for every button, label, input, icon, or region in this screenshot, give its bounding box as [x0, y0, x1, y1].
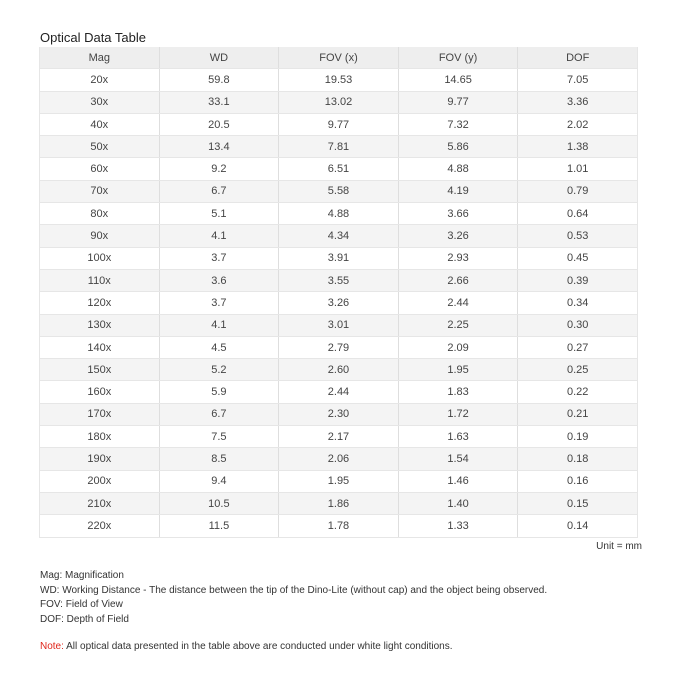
- table-cell-wd: 11.5: [159, 515, 279, 537]
- table-cell-wd: 5.1: [159, 203, 279, 225]
- table-cell-mag: 190x: [40, 448, 160, 470]
- table-cell-wd: 4.1: [159, 225, 279, 247]
- legend: [40, 569, 547, 627]
- table-cell-fov-y: 1.72: [398, 403, 518, 425]
- column-header-mag: Mag: [40, 47, 160, 69]
- table-cell-wd: 7.5: [159, 426, 279, 448]
- table-cell-mag: 20x: [40, 69, 160, 91]
- table-row: [40, 359, 638, 381]
- table-cell-wd: 4.1: [159, 314, 279, 336]
- column-header-wd: WD: [159, 47, 279, 69]
- table-cell-dof: 0.34: [518, 292, 638, 314]
- note-text: All optical data presented in the table above are conducted under white light conditions.: [63, 641, 453, 652]
- table-cell-fov-y: 14.65: [398, 69, 518, 91]
- page-title: Optical Data Table: [40, 30, 146, 45]
- table-row: [40, 158, 638, 180]
- table-cell-fov-x: 1.78: [279, 515, 399, 537]
- table-cell-fov-y: 1.95: [398, 359, 518, 381]
- table-cell-dof: 0.14: [518, 515, 638, 537]
- table-cell-mag: 200x: [40, 470, 160, 492]
- table-cell-fov-y: 2.09: [398, 336, 518, 358]
- table-row: [40, 292, 638, 314]
- table-cell-fov-x: 6.51: [279, 158, 399, 180]
- table-cell-fov-y: 1.46: [398, 470, 518, 492]
- table-cell-fov-x: 4.88: [279, 203, 399, 225]
- table-row: [40, 203, 638, 225]
- table-row: [40, 247, 638, 269]
- table-cell-fov-x: 3.01: [279, 314, 399, 336]
- table-cell-fov-y: 1.33: [398, 515, 518, 537]
- table-cell-dof: 7.05: [518, 69, 638, 91]
- table-row: [40, 492, 638, 514]
- table-cell-fov-x: 2.17: [279, 426, 399, 448]
- table-cell-fov-x: 1.86: [279, 492, 399, 514]
- table-cell-dof: 0.45: [518, 247, 638, 269]
- table-cell-wd: 59.8: [159, 69, 279, 91]
- table-cell-fov-x: 2.06: [279, 448, 399, 470]
- table-cell-fov-y: 2.93: [398, 247, 518, 269]
- table-cell-dof: 0.22: [518, 381, 638, 403]
- column-header-fov-x: FOV (x): [279, 47, 399, 69]
- table-cell-fov-y: 9.77: [398, 91, 518, 113]
- table-cell-mag: 160x: [40, 381, 160, 403]
- table-header-row: [40, 47, 638, 69]
- table-cell-fov-x: 19.53: [279, 69, 399, 91]
- table-cell-mag: 120x: [40, 292, 160, 314]
- table-cell-fov-y: 3.26: [398, 225, 518, 247]
- table-cell-fov-y: 1.40: [398, 492, 518, 514]
- table-row: [40, 470, 638, 492]
- table-cell-dof: 0.15: [518, 492, 638, 514]
- table-row: [40, 314, 638, 336]
- table-cell-wd: 3.6: [159, 269, 279, 291]
- table-cell-fov-x: 3.91: [279, 247, 399, 269]
- table-cell-dof: 0.16: [518, 470, 638, 492]
- table-cell-fov-x: 4.34: [279, 225, 399, 247]
- table-cell-fov-y: 7.32: [398, 113, 518, 135]
- table-row: [40, 180, 638, 202]
- table-cell-dof: 0.18: [518, 448, 638, 470]
- table-row: [40, 426, 638, 448]
- table-cell-wd: 3.7: [159, 292, 279, 314]
- unit-label: Unit = mm: [596, 541, 642, 552]
- table-cell-dof: 0.25: [518, 359, 638, 381]
- table-cell-fov-y: 1.83: [398, 381, 518, 403]
- table-cell-wd: 3.7: [159, 247, 279, 269]
- table-cell-mag: 40x: [40, 113, 160, 135]
- table-cell-mag: 170x: [40, 403, 160, 425]
- table-cell-wd: 5.9: [159, 381, 279, 403]
- table-cell-fov-x: 2.60: [279, 359, 399, 381]
- table-cell-wd: 5.2: [159, 359, 279, 381]
- table-cell-dof: 0.30: [518, 314, 638, 336]
- table-cell-dof: 0.39: [518, 269, 638, 291]
- table-cell-fov-x: 5.58: [279, 180, 399, 202]
- table-cell-dof: 2.02: [518, 113, 638, 135]
- table-cell-fov-x: 9.77: [279, 113, 399, 135]
- table-cell-mag: 30x: [40, 91, 160, 113]
- table-cell-mag: 140x: [40, 336, 160, 358]
- table-cell-fov-x: 13.02: [279, 91, 399, 113]
- legend-item-mag: Mag: Magnification: [40, 570, 124, 581]
- optical-data-table: [39, 47, 638, 538]
- table-cell-fov-y: 1.54: [398, 448, 518, 470]
- table-cell-mag: 180x: [40, 426, 160, 448]
- table-cell-mag: 150x: [40, 359, 160, 381]
- table-cell-wd: 20.5: [159, 113, 279, 135]
- column-header-dof: DOF: [518, 47, 638, 69]
- table-cell-dof: 0.64: [518, 203, 638, 225]
- table-row: [40, 69, 638, 91]
- table-row: [40, 136, 638, 158]
- column-header-fov-y: FOV (y): [398, 47, 518, 69]
- table-cell-mag: 80x: [40, 203, 160, 225]
- table-cell-dof: 0.19: [518, 426, 638, 448]
- table-cell-mag: 100x: [40, 247, 160, 269]
- table-cell-dof: 1.01: [518, 158, 638, 180]
- table-row: [40, 448, 638, 470]
- table-cell-dof: 0.27: [518, 336, 638, 358]
- table-cell-mag: 210x: [40, 492, 160, 514]
- table-cell-wd: 4.5: [159, 336, 279, 358]
- table-cell-fov-x: 2.79: [279, 336, 399, 358]
- table-cell-dof: 1.38: [518, 136, 638, 158]
- table-cell-fov-x: 2.44: [279, 381, 399, 403]
- table-row: [40, 515, 638, 537]
- table-cell-fov-x: 3.26: [279, 292, 399, 314]
- table-cell-mag: 110x: [40, 269, 160, 291]
- table-cell-mag: 60x: [40, 158, 160, 180]
- table-row: [40, 381, 638, 403]
- table-cell-mag: 50x: [40, 136, 160, 158]
- table-cell-wd: 13.4: [159, 136, 279, 158]
- table-cell-wd: 9.4: [159, 470, 279, 492]
- table-cell-fov-y: 1.63: [398, 426, 518, 448]
- table-cell-fov-x: 7.81: [279, 136, 399, 158]
- table-cell-fov-y: 3.66: [398, 203, 518, 225]
- table-row: [40, 403, 638, 425]
- table-cell-mag: 70x: [40, 180, 160, 202]
- table-cell-dof: 0.79: [518, 180, 638, 202]
- table-row: [40, 336, 638, 358]
- table-cell-fov-y: 2.66: [398, 269, 518, 291]
- legend-item-dof: DOF: Depth of Field: [40, 613, 129, 625]
- table-cell-dof: 0.21: [518, 403, 638, 425]
- table-cell-wd: 8.5: [159, 448, 279, 470]
- table-cell-mag: 90x: [40, 225, 160, 247]
- table-cell-dof: 0.53: [518, 225, 638, 247]
- table-cell-wd: 33.1: [159, 91, 279, 113]
- table-cell-mag: 130x: [40, 314, 160, 336]
- table-cell-wd: 10.5: [159, 492, 279, 514]
- note: [40, 641, 453, 652]
- table-cell-fov-x: 2.30: [279, 403, 399, 425]
- table-cell-fov-y: 5.86: [398, 136, 518, 158]
- table-cell-wd: 6.7: [159, 180, 279, 202]
- note-label: Note:: [40, 641, 64, 652]
- table-cell-mag: 220x: [40, 515, 160, 537]
- legend-item-wd: WD: Working Distance - The distance between the tip of the Dino-Lite (without cap) and the object being observed.: [40, 584, 548, 596]
- table-cell-wd: 6.7: [159, 403, 279, 425]
- table-cell-fov-x: 1.95: [279, 470, 399, 492]
- table-cell-fov-y: 4.88: [398, 158, 518, 180]
- table-cell-fov-y: 2.44: [398, 292, 518, 314]
- table-cell-dof: 3.36: [518, 91, 638, 113]
- legend-item-fov: FOV: Field of View: [40, 599, 123, 610]
- table-body: [40, 69, 638, 537]
- table-cell-fov-y: 4.19: [398, 180, 518, 202]
- table-row: [40, 91, 638, 113]
- table-row: [40, 269, 638, 291]
- table-cell-wd: 9.2: [159, 158, 279, 180]
- table-row: [40, 225, 638, 247]
- table-cell-fov-y: 2.25: [398, 314, 518, 336]
- table-row: [40, 113, 638, 135]
- table-cell-fov-x: 3.55: [279, 269, 399, 291]
